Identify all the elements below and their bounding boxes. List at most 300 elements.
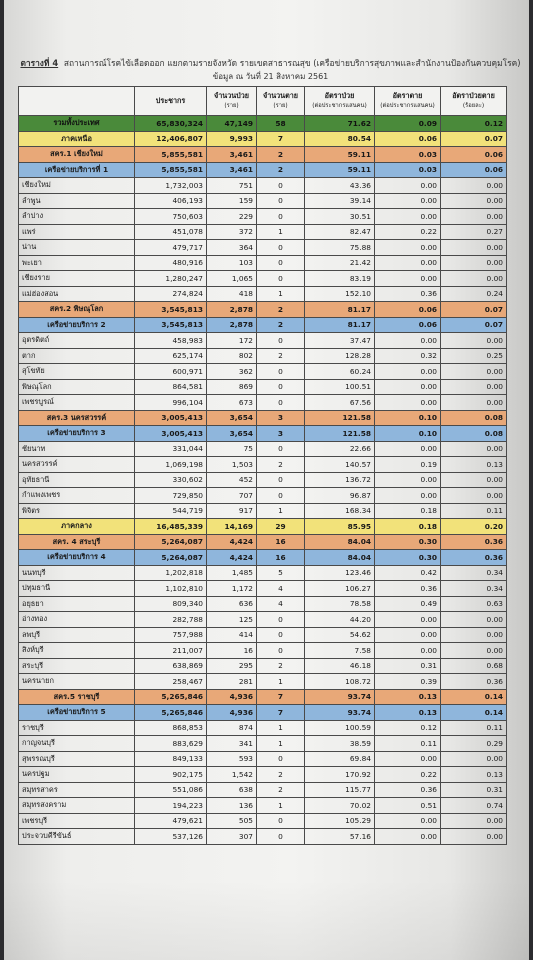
cell-morbidity-rate: 82.47 — [305, 224, 375, 240]
cell-deaths: 7 — [257, 705, 305, 721]
cell-mortality-rate: 0.09 — [375, 116, 441, 132]
cell-population: 194,223 — [135, 798, 207, 814]
cell-name: สุโขทัย — [19, 364, 135, 380]
cell-deaths: 0 — [257, 193, 305, 209]
cell-mortality-rate: 0.00 — [375, 193, 441, 209]
cell-deaths: 7 — [257, 131, 305, 147]
cell-name: เพชรบุรี — [19, 813, 135, 829]
cell-mortality-rate: 0.00 — [375, 829, 441, 845]
table-row-prov — [19, 829, 507, 845]
table-row-prov — [19, 178, 507, 194]
cell-name: พิษณุโลก — [19, 379, 135, 395]
cell-case-fatality-rate: 0.08 — [441, 410, 507, 426]
table-row-district — [19, 147, 507, 163]
cell-deaths: 16 — [257, 550, 305, 566]
cell-patients: 159 — [207, 193, 257, 209]
cell-mortality-rate: 0.00 — [375, 612, 441, 628]
cell-case-fatality-rate: 0.00 — [441, 627, 507, 643]
cell-population: 211,007 — [135, 643, 207, 659]
table-row-network — [19, 426, 507, 442]
cell-deaths: 58 — [257, 116, 305, 132]
cell-case-fatality-rate: 0.00 — [441, 751, 507, 767]
header-row — [19, 87, 507, 116]
cell-case-fatality-rate: 0.00 — [441, 379, 507, 395]
cell-morbidity-rate: 170.92 — [305, 767, 375, 783]
cell-name: สมุทรสาคร — [19, 782, 135, 798]
table-row-prov — [19, 751, 507, 767]
cell-mortality-rate: 0.18 — [375, 519, 441, 535]
cell-morbidity-rate: 93.74 — [305, 705, 375, 721]
cell-deaths: 0 — [257, 178, 305, 194]
header-cfr — [441, 87, 507, 116]
cell-case-fatality-rate: 0.31 — [441, 782, 507, 798]
cell-deaths: 0 — [257, 627, 305, 643]
cell-deaths: 0 — [257, 751, 305, 767]
cell-patients: 874 — [207, 720, 257, 736]
cell-mortality-rate: 0.00 — [375, 240, 441, 256]
cell-morbidity-rate: 70.02 — [305, 798, 375, 814]
cell-case-fatality-rate: 0.00 — [441, 829, 507, 845]
cell-mortality-rate: 0.22 — [375, 767, 441, 783]
cell-mortality-rate: 0.00 — [375, 255, 441, 271]
cell-mortality-rate: 0.11 — [375, 736, 441, 752]
cell-population: 1,280,247 — [135, 271, 207, 287]
cell-morbidity-rate: 59.11 — [305, 162, 375, 178]
cell-deaths: 2 — [257, 457, 305, 473]
cell-case-fatality-rate: 0.00 — [441, 813, 507, 829]
cell-case-fatality-rate: 0.12 — [441, 116, 507, 132]
cell-morbidity-rate: 121.58 — [305, 426, 375, 442]
cell-patients: 1,485 — [207, 565, 257, 581]
cell-morbidity-rate: 123.46 — [305, 565, 375, 581]
cell-morbidity-rate: 7.58 — [305, 643, 375, 659]
cell-mortality-rate: 0.10 — [375, 426, 441, 442]
cell-name: นครปฐม — [19, 767, 135, 783]
cell-case-fatality-rate: 0.00 — [441, 488, 507, 504]
cell-patients: 9,993 — [207, 131, 257, 147]
cell-name: นนทบุรี — [19, 565, 135, 581]
cell-mortality-rate: 0.00 — [375, 209, 441, 225]
cell-patients: 673 — [207, 395, 257, 411]
cell-name: อ่างทอง — [19, 612, 135, 628]
cell-morbidity-rate: 84.04 — [305, 550, 375, 566]
header-cfr-unit: (ร้อยละ) — [462, 103, 485, 109]
table-row-district — [19, 410, 507, 426]
cell-morbidity-rate: 106.27 — [305, 581, 375, 597]
cell-name: สคร.5 ราชบุรี — [19, 689, 135, 705]
cell-deaths: 0 — [257, 395, 305, 411]
table-row-district — [19, 534, 507, 550]
header-mortality — [375, 87, 441, 116]
table-row-prov — [19, 503, 507, 519]
cell-name: สคร.1 เชียงใหม่ — [19, 147, 135, 163]
cell-case-fatality-rate: 0.36 — [441, 534, 507, 550]
cell-mortality-rate: 0.00 — [375, 395, 441, 411]
cell-morbidity-rate: 60.24 — [305, 364, 375, 380]
cell-mortality-rate: 0.36 — [375, 782, 441, 798]
cell-morbidity-rate: 30.51 — [305, 209, 375, 225]
cell-patients: 281 — [207, 674, 257, 690]
cell-deaths: 2 — [257, 767, 305, 783]
cell-deaths: 1 — [257, 674, 305, 690]
cell-mortality-rate: 0.00 — [375, 813, 441, 829]
cell-patients: 707 — [207, 488, 257, 504]
cell-population: 480,916 — [135, 255, 207, 271]
cell-case-fatality-rate: 0.74 — [441, 798, 507, 814]
cell-population: 1,202,818 — [135, 565, 207, 581]
table-row-prov — [19, 658, 507, 674]
cell-deaths: 0 — [257, 813, 305, 829]
header-population-label: ประชากร — [155, 96, 186, 105]
cell-population: 330,602 — [135, 472, 207, 488]
header-patients-label: จำนวนป่วย — [214, 91, 249, 100]
cell-name: เชียงใหม่ — [19, 178, 135, 194]
cell-case-fatality-rate: 0.00 — [441, 472, 507, 488]
cell-population: 479,621 — [135, 813, 207, 829]
cell-name: อยุธยา — [19, 596, 135, 612]
cell-population: 625,174 — [135, 348, 207, 364]
cell-mortality-rate: 0.36 — [375, 581, 441, 597]
cell-mortality-rate: 0.00 — [375, 333, 441, 349]
cell-morbidity-rate: 21.42 — [305, 255, 375, 271]
cell-population: 883,629 — [135, 736, 207, 752]
cell-deaths: 1 — [257, 736, 305, 752]
cell-case-fatality-rate: 0.06 — [441, 147, 507, 163]
cell-population: 5,264,087 — [135, 534, 207, 550]
cell-mortality-rate: 0.00 — [375, 751, 441, 767]
cell-name: เครือข่ายบริการที่ 1 — [19, 162, 135, 178]
cell-name: พิจิตร — [19, 503, 135, 519]
cell-population: 864,581 — [135, 379, 207, 395]
cell-name: รวมทั้งประเทศ — [19, 116, 135, 132]
table-row-prov — [19, 736, 507, 752]
cell-deaths: 3 — [257, 410, 305, 426]
cell-name: สคร. 4 สระบุรี — [19, 534, 135, 550]
cell-deaths: 2 — [257, 162, 305, 178]
cell-population: 16,485,339 — [135, 519, 207, 535]
cell-morbidity-rate: 108.72 — [305, 674, 375, 690]
cell-morbidity-rate: 75.88 — [305, 240, 375, 256]
table-title — [18, 56, 523, 70]
cell-population: 5,265,846 — [135, 705, 207, 721]
table-row-prov — [19, 457, 507, 473]
cell-mortality-rate: 0.22 — [375, 224, 441, 240]
cell-name: เครือข่ายบริการ 4 — [19, 550, 135, 566]
cell-morbidity-rate: 43.36 — [305, 178, 375, 194]
cell-deaths: 0 — [257, 240, 305, 256]
cell-case-fatality-rate: 0.25 — [441, 348, 507, 364]
cell-mortality-rate: 0.36 — [375, 286, 441, 302]
table-row-prov — [19, 348, 507, 364]
cell-case-fatality-rate: 0.06 — [441, 162, 507, 178]
cell-patients: 869 — [207, 379, 257, 395]
cell-population: 479,717 — [135, 240, 207, 256]
cell-name: ตาก — [19, 348, 135, 364]
cell-morbidity-rate: 22.66 — [305, 441, 375, 457]
cell-mortality-rate: 0.00 — [375, 488, 441, 504]
cell-population: 849,133 — [135, 751, 207, 767]
cell-name: สิงห์บุรี — [19, 643, 135, 659]
cell-name: เครือข่ายบริการ 2 — [19, 317, 135, 333]
cell-name: เชียงราย — [19, 271, 135, 287]
header-morbidity-unit: (ต่อประชากรแสนคน) — [312, 103, 367, 109]
cell-name: อุทัยธานี — [19, 472, 135, 488]
header-morbidity-label: อัตราป่วย — [324, 91, 355, 100]
cell-name: ลำพูน — [19, 193, 135, 209]
cell-case-fatality-rate: 0.36 — [441, 550, 507, 566]
table-row-prov — [19, 612, 507, 628]
cell-deaths: 0 — [257, 255, 305, 271]
cell-morbidity-rate: 38.59 — [305, 736, 375, 752]
cell-mortality-rate: 0.03 — [375, 147, 441, 163]
cell-population: 458,983 — [135, 333, 207, 349]
table-row-prov — [19, 224, 507, 240]
cell-morbidity-rate: 81.17 — [305, 317, 375, 333]
cell-population: 451,078 — [135, 224, 207, 240]
table-row-prov — [19, 333, 507, 349]
table-subtitle: ข้อมูล ณ วันที่ 21 สิงหาคม 2561 — [212, 72, 329, 81]
cell-morbidity-rate: 168.34 — [305, 503, 375, 519]
cell-patients: 3,461 — [207, 162, 257, 178]
cell-population: 638,869 — [135, 658, 207, 674]
cell-patients: 4,424 — [207, 550, 257, 566]
cell-mortality-rate: 0.06 — [375, 131, 441, 147]
cell-deaths: 0 — [257, 379, 305, 395]
cell-morbidity-rate: 121.58 — [305, 410, 375, 426]
cell-case-fatality-rate: 0.00 — [441, 271, 507, 287]
cell-name: สระบุรี — [19, 658, 135, 674]
table-row-prov — [19, 286, 507, 302]
header-name — [19, 87, 135, 116]
cell-population: 65,830,324 — [135, 116, 207, 132]
cell-case-fatality-rate: 0.27 — [441, 224, 507, 240]
cell-deaths: 1 — [257, 798, 305, 814]
cell-case-fatality-rate: 0.00 — [441, 193, 507, 209]
table-row-prov — [19, 565, 507, 581]
cell-morbidity-rate: 67.56 — [305, 395, 375, 411]
cell-name: ประจวบคีรีขันธ์ — [19, 829, 135, 845]
cell-morbidity-rate: 115.77 — [305, 782, 375, 798]
table-row-prov — [19, 767, 507, 783]
cell-patients: 2,878 — [207, 317, 257, 333]
cell-name: แพร่ — [19, 224, 135, 240]
header-deaths — [257, 87, 305, 116]
cell-mortality-rate: 0.12 — [375, 720, 441, 736]
cell-name: สคร.3 นครสวรรค์ — [19, 410, 135, 426]
cell-patients: 418 — [207, 286, 257, 302]
cell-mortality-rate: 0.13 — [375, 705, 441, 721]
cell-patients: 362 — [207, 364, 257, 380]
cell-name: ลพบุรี — [19, 627, 135, 643]
header-mortality-unit: (ต่อประชากรแสนคน) — [380, 103, 435, 109]
cell-name: ลำปาง — [19, 209, 135, 225]
cell-population: 729,850 — [135, 488, 207, 504]
cell-case-fatality-rate: 0.68 — [441, 658, 507, 674]
cell-name: ภาคเหนือ — [19, 131, 135, 147]
cell-population: 5,855,581 — [135, 147, 207, 163]
table-row-prov — [19, 643, 507, 659]
cell-deaths: 0 — [257, 488, 305, 504]
cell-mortality-rate: 0.06 — [375, 302, 441, 318]
cell-mortality-rate: 0.49 — [375, 596, 441, 612]
document-paper — [4, 0, 529, 960]
header-population — [135, 87, 207, 116]
cell-patients: 505 — [207, 813, 257, 829]
cell-case-fatality-rate: 0.34 — [441, 581, 507, 597]
cell-name: แม่ฮ่องสอน — [19, 286, 135, 302]
cell-patients: 136 — [207, 798, 257, 814]
cell-morbidity-rate: 128.28 — [305, 348, 375, 364]
cell-deaths: 2 — [257, 658, 305, 674]
cell-name: สคร.2 พิษณุโลก — [19, 302, 135, 318]
header-deaths-label: จำนวนตาย — [262, 91, 299, 100]
cell-patients: 593 — [207, 751, 257, 767]
table-row-network — [19, 705, 507, 721]
cell-name: พะเยา — [19, 255, 135, 271]
cell-population: 544,719 — [135, 503, 207, 519]
cell-population: 3,005,413 — [135, 410, 207, 426]
table-row-prov — [19, 379, 507, 395]
cell-name: ภาคกลาง — [19, 519, 135, 535]
cell-morbidity-rate: 100.59 — [305, 720, 375, 736]
cell-deaths: 5 — [257, 565, 305, 581]
header-mortality-label: อัตราตาย — [392, 91, 423, 100]
cell-name: เครือข่ายบริการ 3 — [19, 426, 135, 442]
cell-patients: 4,936 — [207, 689, 257, 705]
cell-population: 868,853 — [135, 720, 207, 736]
cell-deaths: 4 — [257, 596, 305, 612]
cell-deaths: 2 — [257, 317, 305, 333]
cell-patients: 3,461 — [207, 147, 257, 163]
cell-patients: 452 — [207, 472, 257, 488]
dengue-table — [18, 86, 507, 845]
table-row-prov — [19, 488, 507, 504]
cell-case-fatality-rate: 0.29 — [441, 736, 507, 752]
cell-morbidity-rate: 57.16 — [305, 829, 375, 845]
cell-morbidity-rate: 85.95 — [305, 519, 375, 535]
table-row-network — [19, 162, 507, 178]
cell-patients: 1,503 — [207, 457, 257, 473]
cell-morbidity-rate: 69.84 — [305, 751, 375, 767]
cell-morbidity-rate: 37.47 — [305, 333, 375, 349]
table-row-prov — [19, 395, 507, 411]
cell-name: นครสวรรค์ — [19, 457, 135, 473]
cell-population: 5,855,581 — [135, 162, 207, 178]
cell-patients: 1,065 — [207, 271, 257, 287]
table-row-prov — [19, 240, 507, 256]
cell-deaths: 1 — [257, 224, 305, 240]
cell-population: 757,988 — [135, 627, 207, 643]
cell-morbidity-rate: 39.14 — [305, 193, 375, 209]
cell-case-fatality-rate: 0.24 — [441, 286, 507, 302]
cell-morbidity-rate: 140.57 — [305, 457, 375, 473]
cell-population: 1,732,003 — [135, 178, 207, 194]
cell-population: 258,467 — [135, 674, 207, 690]
cell-morbidity-rate: 96.87 — [305, 488, 375, 504]
cell-population: 274,824 — [135, 286, 207, 302]
cell-mortality-rate: 0.00 — [375, 472, 441, 488]
cell-population: 600,971 — [135, 364, 207, 380]
cell-mortality-rate: 0.00 — [375, 379, 441, 395]
cell-case-fatality-rate: 0.00 — [441, 209, 507, 225]
cell-patients: 751 — [207, 178, 257, 194]
table-row-prov — [19, 813, 507, 829]
cell-case-fatality-rate: 0.13 — [441, 767, 507, 783]
cell-patients: 295 — [207, 658, 257, 674]
cell-morbidity-rate: 152.10 — [305, 286, 375, 302]
cell-case-fatality-rate: 0.11 — [441, 503, 507, 519]
cell-morbidity-rate: 81.17 — [305, 302, 375, 318]
cell-morbidity-rate: 105.29 — [305, 813, 375, 829]
cell-name: สมุทรสงคราม — [19, 798, 135, 814]
table-row-prov — [19, 209, 507, 225]
cell-name: ราชบุรี — [19, 720, 135, 736]
cell-mortality-rate: 0.00 — [375, 178, 441, 194]
cell-case-fatality-rate: 0.13 — [441, 457, 507, 473]
cell-patients: 341 — [207, 736, 257, 752]
cell-population: 809,340 — [135, 596, 207, 612]
cell-name: นครนายก — [19, 674, 135, 690]
cell-morbidity-rate: 80.54 — [305, 131, 375, 147]
cell-patients: 4,424 — [207, 534, 257, 550]
cell-name: ปทุมธานี — [19, 581, 135, 597]
cell-deaths: 2 — [257, 302, 305, 318]
cell-patients: 14,169 — [207, 519, 257, 535]
cell-population: 3,545,813 — [135, 317, 207, 333]
table-row-prov — [19, 472, 507, 488]
cell-case-fatality-rate: 0.00 — [441, 240, 507, 256]
table-row-prov — [19, 255, 507, 271]
cell-case-fatality-rate: 0.00 — [441, 333, 507, 349]
table-row-prov — [19, 782, 507, 798]
cell-patients: 802 — [207, 348, 257, 364]
cell-patients: 16 — [207, 643, 257, 659]
cell-name: กาญจนบุรี — [19, 736, 135, 752]
cell-case-fatality-rate: 0.11 — [441, 720, 507, 736]
cell-mortality-rate: 0.30 — [375, 534, 441, 550]
cell-patients: 307 — [207, 829, 257, 845]
cell-case-fatality-rate: 0.14 — [441, 705, 507, 721]
cell-population: 5,264,087 — [135, 550, 207, 566]
cell-patients: 917 — [207, 503, 257, 519]
cell-mortality-rate: 0.18 — [375, 503, 441, 519]
cell-mortality-rate: 0.06 — [375, 317, 441, 333]
table-row-district — [19, 302, 507, 318]
table-row-prov — [19, 596, 507, 612]
cell-patients: 1,542 — [207, 767, 257, 783]
table-row-region — [19, 519, 507, 535]
cell-deaths: 0 — [257, 829, 305, 845]
cell-deaths: 0 — [257, 271, 305, 287]
table-row-network — [19, 550, 507, 566]
cell-case-fatality-rate: 0.00 — [441, 364, 507, 380]
table-row-district — [19, 689, 507, 705]
cell-morbidity-rate: 44.20 — [305, 612, 375, 628]
cell-mortality-rate: 0.39 — [375, 674, 441, 690]
cell-name: ชัยนาท — [19, 441, 135, 457]
table-row-prov — [19, 674, 507, 690]
table-row-prov — [19, 627, 507, 643]
cell-patients: 364 — [207, 240, 257, 256]
cell-morbidity-rate: 93.74 — [305, 689, 375, 705]
cell-case-fatality-rate: 0.00 — [441, 178, 507, 194]
cell-patients: 372 — [207, 224, 257, 240]
cell-case-fatality-rate: 0.34 — [441, 565, 507, 581]
cell-deaths: 3 — [257, 426, 305, 442]
cell-case-fatality-rate: 0.00 — [441, 395, 507, 411]
cell-mortality-rate: 0.31 — [375, 658, 441, 674]
cell-population: 1,069,198 — [135, 457, 207, 473]
